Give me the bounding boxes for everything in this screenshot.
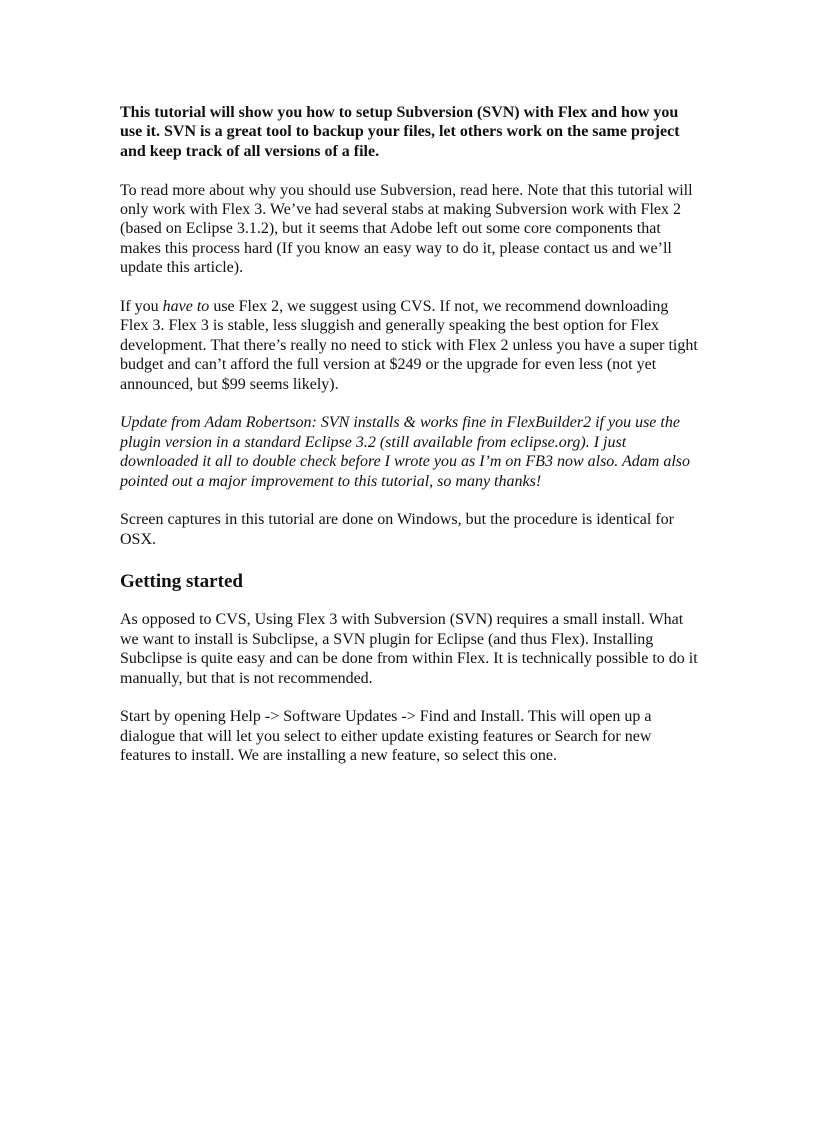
flex2-text-before: If you (120, 298, 163, 316)
screen-captures-paragraph: Screen captures in this tutorial are done on Windows, but the procedure is identical for OSX. (120, 511, 675, 548)
document-page (120, 103, 698, 785)
why-subversion-paragraph (120, 181, 698, 278)
intro-paragraph: This tutorial will show you how to setup Subversion (SVN) with Flex and how you use it. SVN is a great tool to backup your files, let others work on the same project and keep track of all versions of a file. (120, 104, 680, 160)
flex2-text-after: use Flex 2, we suggest using CVS. If not, we recommend downloading Flex 3. Flex 3 is stable, less sluggish and generally speaking the best option for Flex development. That there’s really no need to stick with Flex 2 unless you have a super tight budget and can’t afford the full version at $249 or the upgrade for even less (not yet announced, but $99 seems likely). (120, 298, 698, 393)
install-paragraph: As opposed to CVS, Using Flex 3 with Subversion (SVN) requires a small install. What we want to install is Subclipse, a SVN plugin for Eclipse (and thus Flex). Installing Subclipse is quite easy and can be done from within Flex. It is technically possible to do it manually, but that is not recommended. (120, 611, 698, 687)
flex2-emphasis: have to (162, 298, 210, 316)
why-subversion-text: To read more about why you should use Subversion, read here. Note that this tutorial will only work with Flex 3. We’ve had several stabs at making Subversion work with Flex 2 (based on Eclipse 3.1.2), but it seems that Adobe left out some core components that makes this process hard (If you know an easy way to do it, please contact us and we’ll update this article). (120, 181, 693, 277)
flex2-paragraph (120, 297, 698, 394)
section-heading-getting-started: Getting started (120, 571, 243, 593)
update-note-paragraph: Update from Adam Robertson: SVN installs & works fine in FlexBuilder2 if you use the plugin version in a standard Eclipse 3.2 (still available from eclipse.org). I just downloaded it all to double check before I wrote you as I’m on FB3 now also. Adam also pointed out a major improvement to this tutorial, so many thanks! (120, 414, 690, 490)
start-paragraph: Start by opening Help -> Software Updates -> Find and Install. This will open up a dialogue that will let you select to either update existing features or Search for new features to install. We are installing a new feature, so select this one. (120, 708, 652, 765)
